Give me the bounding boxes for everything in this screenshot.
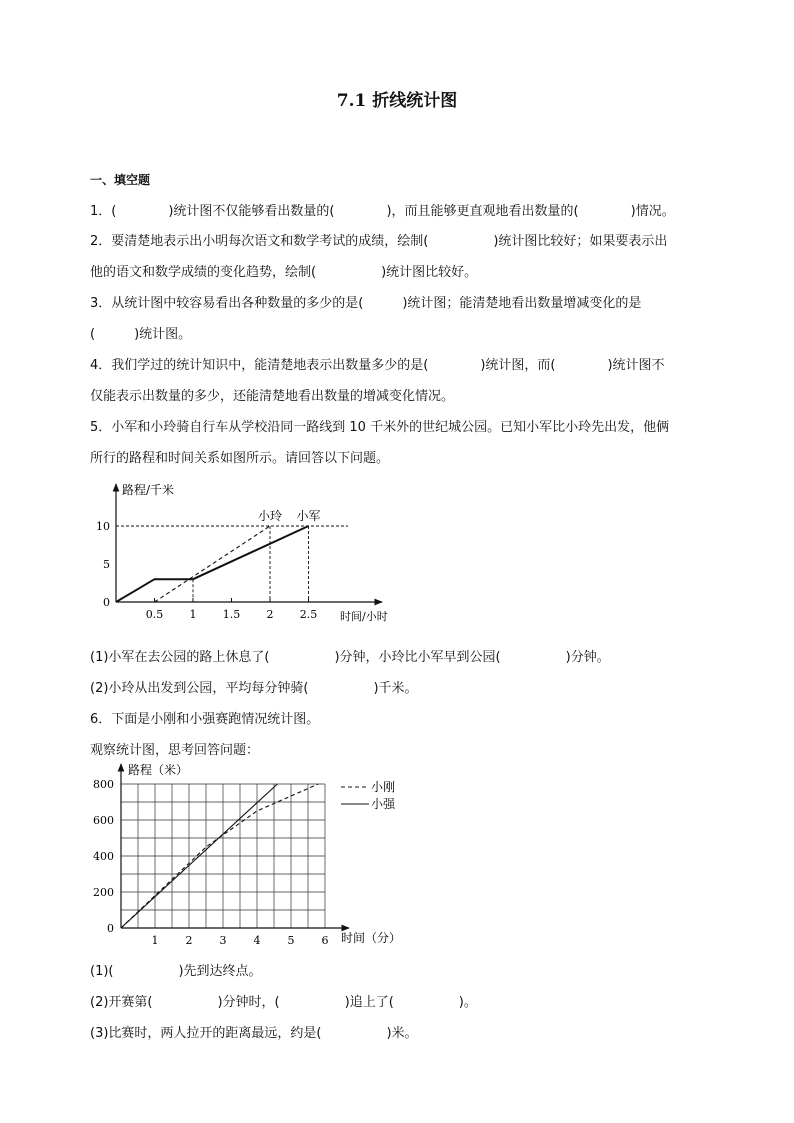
x-tick-label: 1.5 [222,608,241,621]
x-tick-label: 6 [321,934,329,947]
x-tick-label: 2 [266,608,274,621]
x-tick-label: 5 [287,934,295,947]
question-4-text: 4．我们学过的统计知识中，能清楚地表示出数量多少的是( )统计图，而( )统计图不 [90,358,665,373]
x-tick-label: 1 [151,934,159,947]
question-3-text: 3．从统计图中较容易看出各种数量的多少的是( )统计图；能清楚地看出数量增减变化的是 [90,296,642,311]
question-5-text: 5．小军和小玲骑自行车从学校沿同一路线到 10 千米外的世纪城公园。已知小军比小玲先出发，他俩 [90,420,670,435]
y-tick-label: 10 [96,520,110,533]
distance-time-chart [90,478,420,628]
question-2-text-cont: 他的语文和数学成绩的变化趋势，绘制( )统计图比较好。 [90,265,478,280]
y-axis-label: 路程（米） [128,763,189,777]
question-5-1-text: (1)小军在去公园的路上休息了( )分钟，小玲比小军早到公园( )分钟。 [90,650,610,665]
x-axis-label: 时间/小时 [340,610,388,623]
question-6-2-text: (2)开赛第( )分钟时，( )追上了( )。 [90,995,477,1010]
x-tick-label: 1 [189,608,197,621]
x-axis-label: 时间（分） [341,931,402,945]
legend-label-xiaogang: 小刚 [371,780,396,794]
question-5-2-text: (2)小玲从出发到公园，平均每分钟骑( )千米。 [90,681,418,696]
section-heading: 一、填空题 [90,173,151,187]
x-tick-label: 3 [219,934,227,947]
x-tick-label: 2 [185,934,193,947]
annotation-xiaojun: 小军 [296,509,321,523]
question-6-1-text: (1)( )先到达终点。 [90,964,262,979]
y-tick-label: 400 [93,850,114,863]
y-tick-label: 5 [103,558,110,571]
race-chart [88,760,418,948]
series-line-xiaoling [155,526,271,602]
legend-label-xiaoqiang: 小强 [371,797,396,811]
y-tick-label: 800 [93,778,114,791]
y-tick-label: 200 [93,886,114,899]
page-title: 7.1 折线统计图 [336,91,458,111]
question-3-text-cont: ( )统计图。 [90,327,192,342]
question-1-text: 1．( )统计图不仅能够看出数量的( )，而且能够更直观地看出数量的( )情况。 [90,204,675,219]
question-5-text-cont: 所行的路程和时间关系如图所示。请回答以下问题。 [90,451,390,466]
question-4-text-cont: 仅能表示出数量的多少，还能清楚地看出数量的增减变化情况。 [90,389,455,404]
y-tick-label: 600 [93,814,114,827]
y-axis-label: 路程/千米 [122,483,175,497]
x-tick-label: 2.5 [299,608,318,621]
question-6-3-text: (3)比赛时，两人拉开的距离最远，约是( )米。 [90,1026,418,1041]
x-tick-label: 0.5 [145,608,164,621]
y-tick-label: 0 [103,596,110,609]
annotation-xiaoling: 小玲 [258,509,283,523]
y-tick-label: 0 [107,922,114,935]
question-6-intro: 观察统计图，思考回答问题： [90,743,260,758]
series-line-xiaojun [116,526,309,602]
question-2-text: 2．要清楚地表示出小明每次语文和数学考试的成绩，绘制( )统计图比较好；如果要表示出 [90,234,668,249]
x-tick-label: 4 [253,934,261,947]
question-6-text: 6．下面是小刚和小强赛跑情况统计图。 [90,712,320,727]
